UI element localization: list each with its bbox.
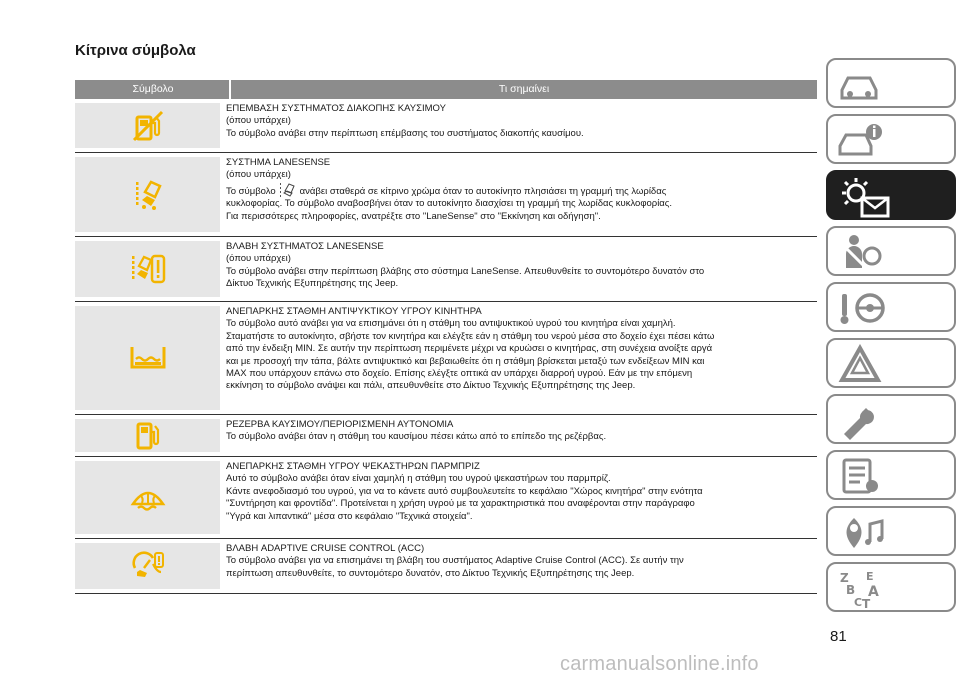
row-text: Το σύμβολο ανάβει για να επισημάνει τη βλάβη του συστήματος Adaptive Cruise Control (ACC). Σε αυτήν την [226, 555, 684, 567]
tab-safety[interactable] [826, 226, 956, 276]
row-text-fragment: Το σύμβολο [226, 185, 276, 197]
watermark: carmanualsonline.info [560, 653, 759, 675]
row-title: ΡΕΖΕΡΒΑ ΚΑΥΣΙΜΟΥ/ΠΕΡΙΟΡΙΣΜΕΝΗ ΑΥΤΟΝΟΜΙΑ [226, 419, 454, 430]
row-text: Το σύμβολο ανάβει στην περίπτωση βλάβης στο σύστημα LaneSense. Απευθυνθείτε το συντομότερο δυνατόν στο [226, 265, 705, 277]
row-text: και με προσοχή την τάπα, βάλτε αντιψυκτικό και βεβαιωθείτε ότι η στάθμη βρίσκεται μεταξύ των ενδείξεων MIN και [226, 355, 705, 367]
tab-warning-lights-messages[interactable] [826, 170, 956, 220]
warning-lights-messages-icon [836, 176, 896, 220]
low-coolant-level-icon [130, 345, 166, 371]
lanesense-fault-icon [129, 252, 167, 286]
table-row [75, 415, 817, 457]
column-header-symbol: Σύμβολο [132, 83, 174, 95]
table-row [75, 99, 817, 153]
row-text: (όπου υπάρχει) [226, 253, 291, 265]
tab-car-info[interactable] [826, 114, 956, 164]
low-washer-fluid-icon [130, 484, 166, 512]
row-title: ΑΝΕΠΑΡΚΗΣ ΣΤΑΘΜΗ ΑΝΤΙΨΥΚΤΙΚΟΥ ΥΓΡΟΥ ΚΙΝΗΤΗΡΑ [226, 306, 482, 317]
row-text: MAX που υπάρχουν επάνω στο δοχείο. Επίσης ελέγξτε οπτικά αν υπάρχει διαρροή υγρού. Εάν με την επόμενη [226, 368, 693, 380]
row-title: ΒΛΑΒΗ ΣΥΣΤΗΜΑΤΟΣ LANESENSE [226, 241, 384, 252]
tab-index[interactable] [826, 562, 956, 612]
table-row [75, 457, 817, 539]
tab-multimedia[interactable] [826, 506, 956, 556]
tab-car-overview[interactable] [826, 58, 956, 108]
lanesense-inline-icon [279, 182, 297, 198]
svg-text:C: C [854, 596, 863, 609]
svg-text:A: A [868, 584, 879, 600]
row-text: "Υγρά και λιπαντικά" μέσα στο κεφάλαιο "Τεχνικά στοιχεία". [226, 510, 473, 522]
table-row [75, 153, 817, 237]
acc-fault-icon [131, 550, 165, 582]
row-text: κυκλοφορίας. Το σύμβολο αναβοσβήνει όταν το αυτοκίνητο διασχίσει τη γραμμή της λωρίδας κυκλοφορίας. [226, 198, 673, 210]
row-text: περίπτωση απευθυνθείτε, το συντομότερο δυνατόν, στο Δίκτυο Τεχνικής Εξυπηρέτησης της Jeep. [226, 567, 635, 579]
row-text: Δίκτυο Τεχνικής Εξυπηρέτησης της Jeep. [226, 278, 399, 290]
svg-text:E: E [866, 570, 874, 583]
row-text: Κάντε ανεφοδιασμό του υγρού, για να το κάνετε αυτό συμβουλευτείτε το κεφάλαιο "Χώρος κινητήρα" στην ενότητα [226, 485, 703, 497]
fuel-cut-off-icon [131, 109, 165, 143]
row-text: Για περισσότερες πληροφορίες, ανατρέξτε στο "LaneSense" στο "Εκκίνηση και οδήγηση". [226, 210, 601, 222]
index-alphabet-icon [836, 568, 892, 610]
row-text: "Συντήρηση και φροντίδα". Προτείνεται η χρήση υγρού με τα χαρακτηριστικά που αναφέρονται στην παράγραφο [226, 498, 695, 510]
fuel-reserve-icon [135, 421, 161, 451]
svg-text:T: T [862, 597, 871, 610]
tab-technical-data[interactable] [826, 450, 956, 500]
tab-maintenance[interactable] [826, 394, 956, 444]
row-title: ΕΠΕΜΒΑΣΗ ΣΥΣΤΗΜΑΤΟΣ ΔΙΑΚΟΠΗΣ ΚΑΥΣΙΜΟΥ [226, 103, 446, 114]
car-info-icon [836, 120, 884, 160]
svg-text:Z: Z [840, 571, 849, 585]
row-text: Το σύμβολο ανάβει όταν η στάθμη του καυσίμου πέσει κάτω από το επίπεδο της ρεζέρβας. [226, 431, 607, 443]
table-row [75, 237, 817, 302]
row-title: ΑΝΕΠΑΡΚΗΣ ΣΤΑΘΜΗ ΥΓΡΟΥ ΨΕΚΑΣΤΗΡΩΝ ΠΑΡΜΠΡΙΖ [226, 461, 480, 472]
tab-emergency[interactable] [826, 338, 956, 388]
row-text [226, 182, 817, 198]
row-text: Αυτό το σύμβολο ανάβει όταν είναι χαμηλή η στάθμη του υγρού ψεκαστήρων του παρμπρίζ. [226, 473, 611, 485]
row-title: ΣΥΣΤΗΜΑ LANESENSE [226, 157, 331, 168]
multimedia-icon [836, 512, 892, 552]
svg-text:B: B [846, 583, 856, 597]
car-overview-icon [836, 64, 884, 104]
row-title: ΒΛΑΒΗ ADAPTIVE CRUISE CONTROL (ACC) [226, 543, 425, 554]
table-header [75, 80, 817, 99]
row-text-fragment: ανάβει σταθερά σε κίτρινο χρώμα όταν το αυτοκίνητο πλησιάσει τη γραμμή της λωρίδας [299, 185, 667, 197]
tab-driving[interactable] [826, 282, 956, 332]
row-text: (όπου υπάρχει) [226, 115, 291, 127]
maintenance-tools-icon [836, 400, 884, 440]
technical-data-icon [836, 456, 884, 496]
row-text: Το σύμβολο ανάβει στην περίπτωση επέμβασης του συστήματος διακοπής καυσίμου. [226, 127, 584, 139]
driving-steering-icon [836, 288, 888, 328]
row-text: Το σύμβολο αυτό ανάβει για να επισημάνει ότι η στάθμη του αντιψυκτικού υγρού του κινητήρα είναι χαμηλή. [226, 318, 676, 330]
table-row [75, 302, 817, 415]
row-text: Σταματήστε το αυτοκίνητο, σβήστε τον κινητήρα και ελέγξτε εάν η στάθμη του νερού μέσα στο δοχείο έχει πέσει κάτω [226, 330, 715, 342]
row-text: εκκίνηση το σύμβολο ανάψει και πάλι, απευθυνθείτε στο Δίκτυο Τεχνικής Εξυπηρέτησης της Jeep. [226, 380, 636, 392]
row-text: (όπου υπάρχει) [226, 169, 291, 181]
emergency-warning-icon [836, 344, 884, 384]
row-text: από την ένδειξη MIN. Σε αυτήν την περίπτωση περιμένετε μέχρι να κρυώσει ο κινητήρας, στη συνέχεια ανοίξτε αργά [226, 343, 713, 355]
column-header-meaning: Τι σημαίνει [498, 83, 550, 95]
page-number: 81 [830, 628, 847, 645]
table-row [75, 539, 817, 594]
lanesense-icon [131, 178, 165, 212]
section-title: Κίτρινα σύμβολα [75, 42, 196, 59]
safety-seatbelt-icon [836, 232, 884, 272]
